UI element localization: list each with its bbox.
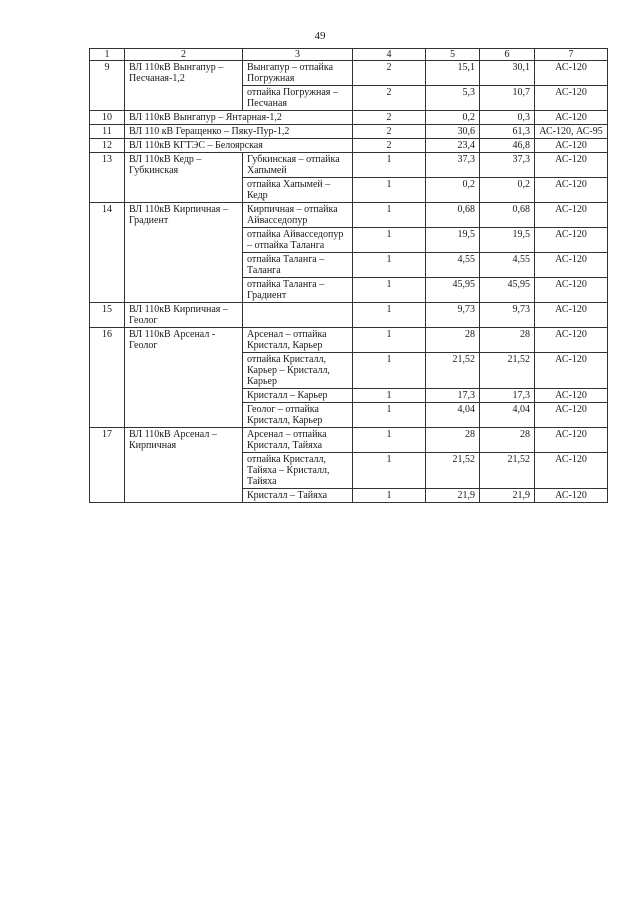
circuits: 1 <box>353 403 426 428</box>
length-circuit: 21,52 <box>480 453 535 489</box>
segment: отпайка Кристалл, Тайяха – Кристалл, Тайяха <box>243 453 353 489</box>
col-header-4: 4 <box>353 49 426 61</box>
wire-grade: АС-120 <box>535 61 608 86</box>
segment: Геолог – отпайка Кристалл, Карьер <box>243 403 353 428</box>
line-name: ВЛ 110кВ Кирпичная – Геолог <box>125 303 243 328</box>
segment: Арсенал – отпайка Кристалл, Карьер <box>243 328 353 353</box>
length-circuit: 28 <box>480 328 535 353</box>
length-route: 37,3 <box>426 153 480 178</box>
table-row <box>90 125 608 139</box>
table-row <box>90 61 608 86</box>
row-number: 16 <box>90 328 125 428</box>
length-circuit: 0,3 <box>480 111 535 125</box>
length-route: 21,9 <box>426 489 480 503</box>
table-row <box>90 303 608 328</box>
wire-grade: АС-120 <box>535 139 608 153</box>
length-circuit: 17,3 <box>480 389 535 403</box>
row-number: 10 <box>90 111 125 125</box>
circuits: 1 <box>353 453 426 489</box>
line-name: ВЛ 110кВ Арсенал – Кирпичная <box>125 428 243 503</box>
col-header-6: 6 <box>480 49 535 61</box>
segment: отпайка Кристалл, Карьер – Кристалл, Карьер <box>243 353 353 389</box>
length-circuit: 19,5 <box>480 228 535 253</box>
length-circuit: 30,1 <box>480 61 535 86</box>
length-circuit: 0,2 <box>480 178 535 203</box>
length-circuit: 21,52 <box>480 353 535 389</box>
circuits: 1 <box>353 203 426 228</box>
circuits: 2 <box>353 61 426 86</box>
segment: Кристалл – Карьер <box>243 389 353 403</box>
length-circuit: 28 <box>480 428 535 453</box>
length-route: 28 <box>426 428 480 453</box>
row-number: 12 <box>90 139 125 153</box>
line-name: ВЛ 110кВ Вынгапур – Песчаная-1,2 <box>125 61 243 111</box>
circuits: 1 <box>353 489 426 503</box>
length-route: 45,95 <box>426 278 480 303</box>
table-row <box>90 328 608 353</box>
length-circuit: 4,04 <box>480 403 535 428</box>
segment: отпайка Таланга – Таланга <box>243 253 353 278</box>
col-header-5: 5 <box>426 49 480 61</box>
length-route: 5,3 <box>426 86 480 111</box>
table-row <box>90 428 608 453</box>
length-circuit: 9,73 <box>480 303 535 328</box>
wire-grade: АС-120 <box>535 253 608 278</box>
length-route: 0,2 <box>426 111 480 125</box>
length-route: 9,73 <box>426 303 480 328</box>
wire-grade: АС-120 <box>535 453 608 489</box>
length-circuit: 61,3 <box>480 125 535 139</box>
col-header-2: 2 <box>125 49 243 61</box>
col-header-7: 7 <box>535 49 608 61</box>
wire-grade: АС-120 <box>535 203 608 228</box>
length-circuit: 21,9 <box>480 489 535 503</box>
row-number: 15 <box>90 303 125 328</box>
segment: отпайка Погружная – Песчаная <box>243 86 353 111</box>
circuits: 1 <box>353 153 426 178</box>
circuits: 2 <box>353 111 426 125</box>
circuits: 2 <box>353 86 426 111</box>
wire-grade: АС-120 <box>535 353 608 389</box>
row-number: 9 <box>90 61 125 111</box>
circuits: 1 <box>353 389 426 403</box>
wire-grade: АС-120, АС-95 <box>535 125 608 139</box>
length-circuit: 37,3 <box>480 153 535 178</box>
segment <box>243 303 353 328</box>
segment: Кирпичная – отпайка Айвасседопур <box>243 203 353 228</box>
segment: отпайка Таланга – Градиент <box>243 278 353 303</box>
length-route: 30,6 <box>426 125 480 139</box>
line-name: ВЛ 110кВ Арсенал - Геолог <box>125 328 243 428</box>
wire-grade: АС-120 <box>535 403 608 428</box>
wire-grade: АС-120 <box>535 228 608 253</box>
circuits: 1 <box>353 353 426 389</box>
header-row <box>90 49 608 61</box>
table-row <box>90 139 608 153</box>
length-route: 17,3 <box>426 389 480 403</box>
power-lines-table <box>89 48 608 503</box>
circuits: 1 <box>353 278 426 303</box>
page-number: 49 <box>314 30 326 42</box>
length-route: 15,1 <box>426 61 480 86</box>
col-header-1: 1 <box>90 49 125 61</box>
wire-grade: АС-120 <box>535 428 608 453</box>
length-route: 21,52 <box>426 353 480 389</box>
circuits: 2 <box>353 139 426 153</box>
wire-grade: АС-120 <box>535 153 608 178</box>
table-row <box>90 203 608 228</box>
length-route: 21,52 <box>426 453 480 489</box>
line-name: ВЛ 110кВ Кирпичная – Градиент <box>125 203 243 303</box>
length-circuit: 45,95 <box>480 278 535 303</box>
line-name: ВЛ 110кВ КГТЭС – Белоярская <box>125 139 353 153</box>
wire-grade: АС-120 <box>535 178 608 203</box>
wire-grade: АС-120 <box>535 328 608 353</box>
segment: Арсенал – отпайка Кристалл, Тайяха <box>243 428 353 453</box>
wire-grade: АС-120 <box>535 86 608 111</box>
circuits: 1 <box>353 253 426 278</box>
wire-grade: АС-120 <box>535 278 608 303</box>
length-circuit: 0,68 <box>480 203 535 228</box>
length-route: 4,55 <box>426 253 480 278</box>
length-route: 0,2 <box>426 178 480 203</box>
line-name: ВЛ 110кВ Кедр – Губкинская <box>125 153 243 203</box>
wire-grade: АС-120 <box>535 111 608 125</box>
segment: отпайка Айвасседопур – отпайка Таланга <box>243 228 353 253</box>
line-name: ВЛ 110 кВ Геращенко – Пяку-Пур-1,2 <box>125 125 353 139</box>
circuits: 1 <box>353 328 426 353</box>
wire-grade: АС-120 <box>535 489 608 503</box>
row-number: 17 <box>90 428 125 503</box>
length-route: 23,4 <box>426 139 480 153</box>
length-route: 19,5 <box>426 228 480 253</box>
segment: Губкинская – отпайка Хапымей <box>243 153 353 178</box>
row-number: 14 <box>90 203 125 303</box>
line-name: ВЛ 110кВ Вынгапур – Янтарная-1,2 <box>125 111 353 125</box>
length-circuit: 4,55 <box>480 253 535 278</box>
circuits: 2 <box>353 125 426 139</box>
length-route: 28 <box>426 328 480 353</box>
row-number: 11 <box>90 125 125 139</box>
circuits: 1 <box>353 228 426 253</box>
row-number: 13 <box>90 153 125 203</box>
segment: Кристалл – Тайяха <box>243 489 353 503</box>
length-circuit: 10,7 <box>480 86 535 111</box>
wire-grade: АС-120 <box>535 389 608 403</box>
col-header-3: 3 <box>243 49 353 61</box>
table-row <box>90 153 608 178</box>
length-route: 0,68 <box>426 203 480 228</box>
segment: Вынгапур – отпайка Погружная <box>243 61 353 86</box>
circuits: 1 <box>353 428 426 453</box>
table-row <box>90 111 608 125</box>
wire-grade: АС-120 <box>535 303 608 328</box>
length-route: 4,04 <box>426 403 480 428</box>
circuits: 1 <box>353 303 426 328</box>
length-circuit: 46,8 <box>480 139 535 153</box>
segment: отпайка Хапымей – Кедр <box>243 178 353 203</box>
circuits: 1 <box>353 178 426 203</box>
